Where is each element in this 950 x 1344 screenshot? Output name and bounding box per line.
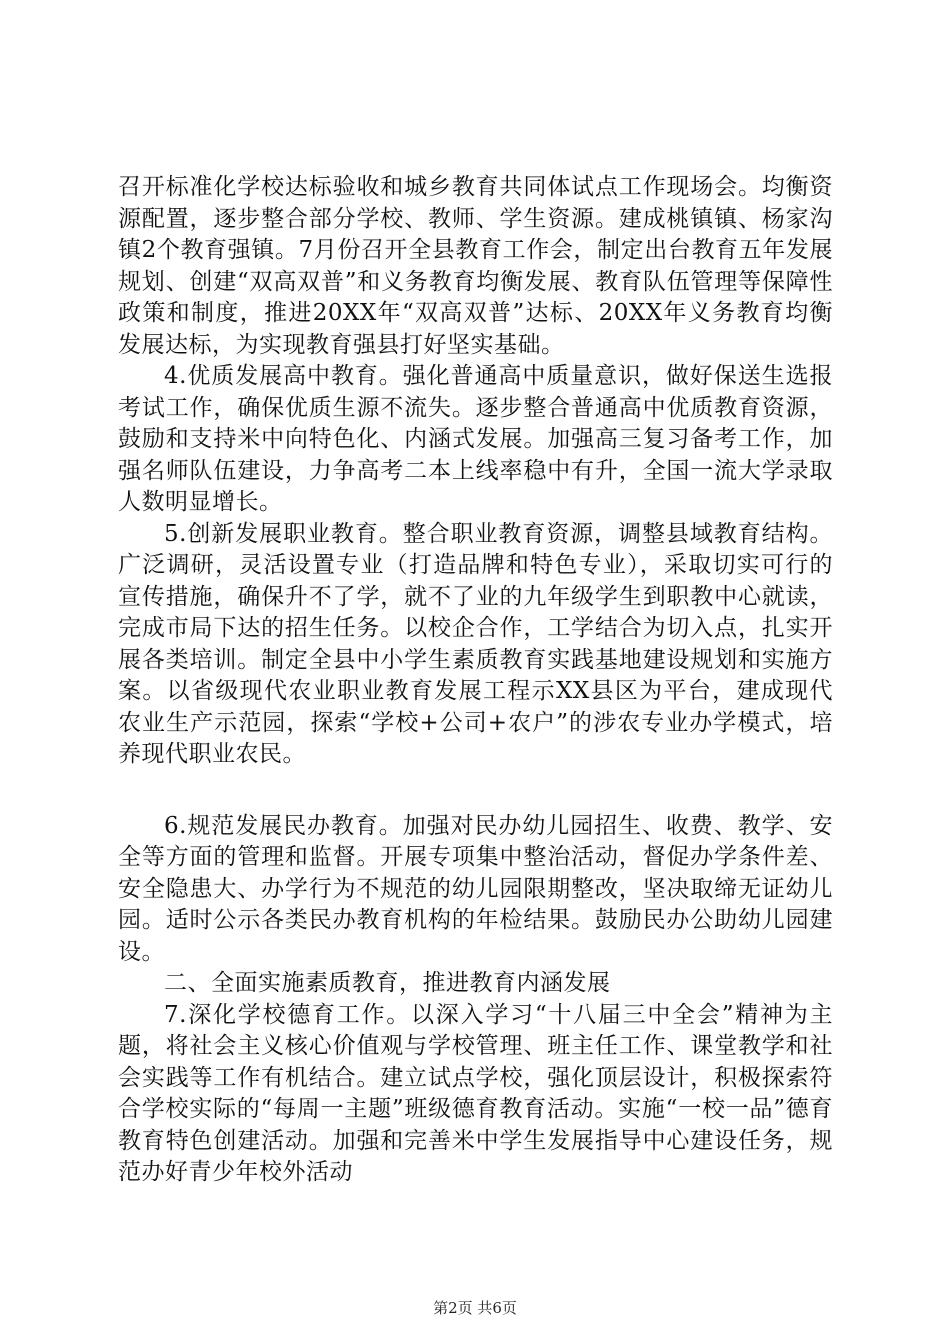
page-number-footer: 第2页 共6页 — [433, 1299, 517, 1317]
paragraph-high-school-education: 4.优质发展高中教育。强化普通高中质量意识，做好保送生选报考试工作，确保优质生源不流失。逐步整合普通高中优质教育资源，鼓励和支持米中向特色化、内涵式发展。加强高三复习备考工作，加强名师队伍建设，力争高考二本上线率稳中有升，全国一流大学录取人数明显增长。 — [118, 363, 833, 515]
section-heading-quality-education: 二、全面实施素质教育，推进教育内涵发展 — [164, 970, 611, 996]
paragraph-gap — [118, 771, 833, 811]
paragraph-private-education: 6.规范发展民办教育。加强对民办幼儿园招生、收费、教学、安全等方面的管理和监督。开展专项集中整治活动，督促办学条件差、安全隐患大、办学行为不规范的幼儿园限期整改，坚决取缔无证幼儿园。适时公示各类民办教育机构的年检结果。鼓励民办公助幼儿园建设。 — [118, 812, 833, 965]
document-body — [118, 172, 833, 1189]
paragraph-continuation: 召开标准化学校达标验收和城乡教育共同体试点工作现场会。均衡资源配置，逐步整合部分学校、教师、学生资源。建成桃镇镇、杨家沟镇2个教育强镇。7月份召开全县教育工作会，制定出台教育五年发展规划、创建“双高双普”和义务教育均衡发展、教育队伍管理等保障性政策和制度，推进20XX年“双高双普”达标、20XX年义务教育均衡发展达标，为实现教育强县打好坚实基础。 — [118, 174, 833, 358]
paragraph-moral-education: 7.深化学校德育工作。以深入学习“十八届三中全会”精神为主题，将社会主义核心价值观与学校管理、班主任工作、课堂教学和社会实践等工作有机结合。建立试点学校，强化顶层设计，积极探索符合学校实际的“每周一主题”班级德育教育活动。实施“一校一品”德育教育特色创建活动。加强和完善米中学生发展指导中心建设任务，规范办好青少年校外活动 — [118, 1001, 833, 1185]
paragraph-vocational-education: 5.创新发展职业教育。整合职业教育资源，调整县域教育结构。广泛调研，灵活设置专业（打造品牌和特色专业），采取切实可行的宣传措施，确保升不了学，就不了业的九年级学生到职教中心就读，完成市局下达的招生任务。以校企合作，工学结合为切入点，扎实开展各类培训。制定全县中小学生素质教育实践基地建设规划和实施方案。以省级现代农业职业教育发展工程示XX县区为平台，建成现代农业生产示范园，探索“学校+公司+农户”的涉农专业办学模式，培养现代职业农民。 — [118, 520, 833, 767]
